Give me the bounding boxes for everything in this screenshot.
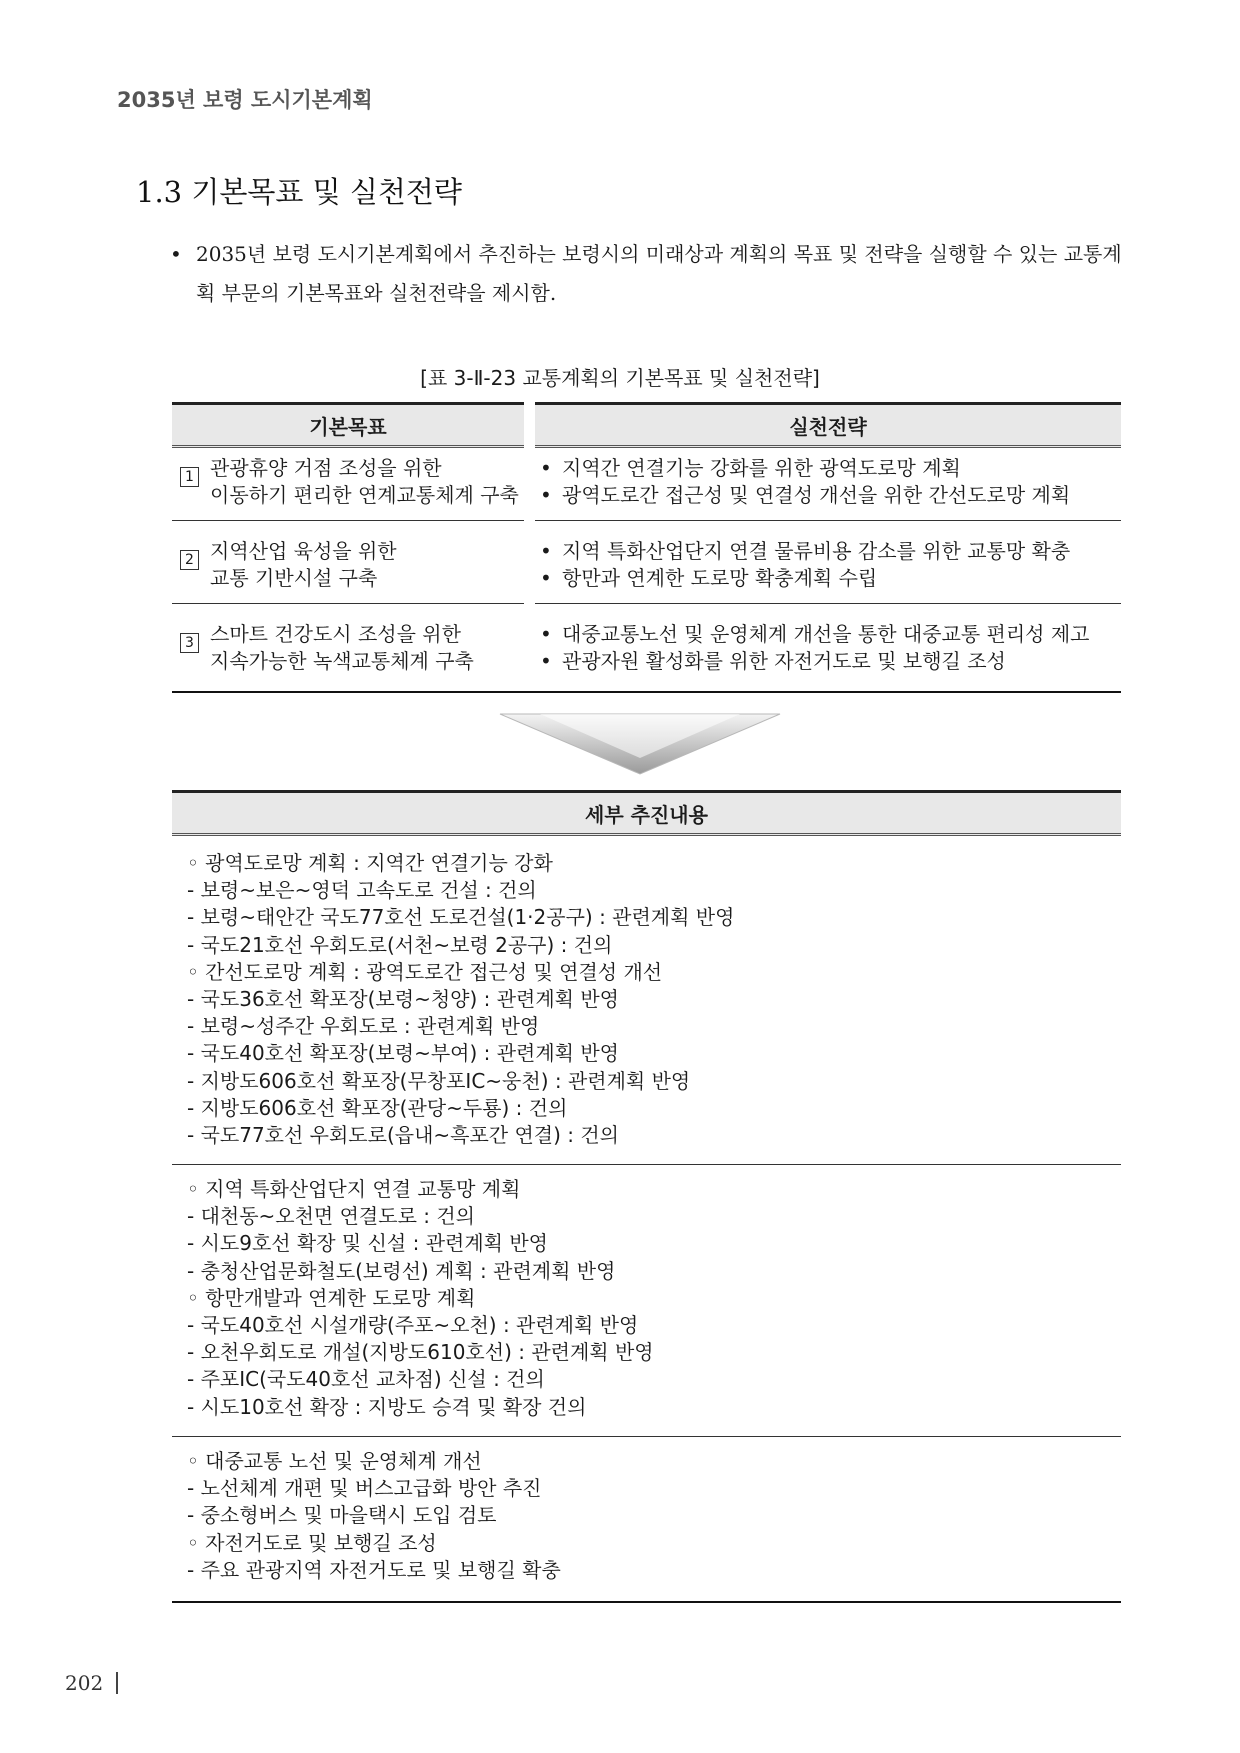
- detail-line: - 국도36호선 확포장(보령~청양) : 관련계획 반영: [187, 987, 619, 1012]
- strategy-item: • 대중교통노선 및 운영체계 개선을 통한 대중교통 편리성 제고: [540, 622, 1090, 646]
- bullet-icon: •: [540, 649, 552, 673]
- bullet-icon: •: [540, 566, 552, 590]
- goal-line: 지역산업 육성을 위한: [210, 539, 397, 563]
- bullet-icon: •: [540, 622, 552, 646]
- section-title: 1.3 기본목표 및 실천전략: [136, 175, 462, 209]
- column-header-goal: 기본목표: [172, 402, 524, 448]
- intro-text: 2035년 보령 도시기본계획에서 추진하는 보령시의 미래상과 계획의 목표 및 전략을 실행할 수 있는 교통계획 부문의 기본목표와 실천전략을 제시함.: [196, 242, 1122, 305]
- detail-line: ◦ 자전거도로 및 보행길 조성: [187, 1530, 437, 1555]
- detail-line: ◦ 지역 특화산업단지 연결 교통망 계획: [187, 1177, 521, 1201]
- bullet-icon: •: [170, 242, 182, 266]
- detail-line: - 중소형버스 및 마을택시 도입 검토: [187, 1503, 497, 1528]
- strategy-item: • 지역간 연결기능 강화를 위한 광역도로망 계획: [540, 456, 961, 480]
- goal-cell-3: [180, 621, 525, 675]
- strategy-cell-3: [540, 621, 1130, 675]
- table-caption: [표 3-Ⅱ-23 교통계획의 기본목표 및 실천전략]: [420, 366, 820, 390]
- detail-line: - 국도40호선 시설개량(주포~오천) : 관련계획 반영: [187, 1313, 639, 1338]
- bullet-icon: •: [540, 483, 552, 507]
- down-arrow-icon: [480, 706, 800, 786]
- goal-cell-2: [180, 538, 525, 592]
- goal-line: 관광휴양 거점 조성을 위한: [210, 456, 442, 480]
- bullet-icon: •: [540, 456, 552, 480]
- detail-line: - 보령~보은~영덕 고속도로 건설 : 건의: [187, 878, 537, 903]
- strategy-item: • 지역 특화산업단지 연결 물류비용 감소를 위한 교통망 확충: [540, 539, 1071, 563]
- detail-line: - 국도77호선 우회도로(읍내~흑포간 연결) : 건의: [187, 1123, 619, 1148]
- page-number-divider: [116, 1672, 118, 1694]
- detail-line: - 보령~태안간 국도77호선 도로건설(1·2공구) : 관련계획 반영: [187, 905, 735, 930]
- row-divider: [535, 520, 1121, 521]
- table-bottom-rule: [172, 691, 1121, 693]
- detail-line: ◦ 항만개발과 연계한 도로망 계획: [187, 1285, 476, 1310]
- strategy-item: • 항만과 연계한 도로망 확충계획 수립: [540, 566, 878, 590]
- detail-line: - 지방도606호선 확포장(무창포IC~웅천) : 관련계획 반영: [187, 1068, 691, 1093]
- detail-line: - 국도21호선 우회도로(서천~보령 2공구) : 건의: [187, 932, 613, 957]
- detail-group-1: [187, 850, 1117, 1149]
- goal-line: 스마트 건강도시 조성을 위한: [210, 622, 461, 646]
- column-header-strategy: 실천전략: [535, 402, 1121, 448]
- goal-line: 이동하기 편리한 연계교통체계 구축: [210, 483, 519, 507]
- table-bottom-rule: [172, 1601, 1121, 1603]
- strategy-item: • 관광자원 활성화를 위한 자전거도로 및 보행길 조성: [540, 649, 1006, 673]
- detail-line: ◦ 간선도로망 계획 : 광역도로간 접근성 및 연결성 개선: [187, 959, 663, 984]
- goal-cell-1: [180, 455, 525, 509]
- detail-line: ◦ 대중교통 노선 및 운영체계 개선: [187, 1449, 482, 1473]
- detail-line: - 대천동~오천면 연결도로 : 건의: [187, 1204, 475, 1229]
- goal-number-box: 2: [180, 550, 199, 570]
- detail-line: - 보령~성주간 우회도로 : 관련계획 반영: [187, 1014, 540, 1039]
- running-header-title: 2035년 보령 도시기본계획: [117, 88, 373, 112]
- detail-group-3: [187, 1448, 1117, 1584]
- detail-group-2: [187, 1176, 1117, 1421]
- detail-line: - 오천우회도로 개설(지방도610호선) : 관련계획 반영: [187, 1340, 654, 1365]
- intro-paragraph: [170, 235, 1125, 313]
- detail-line: - 지방도606호선 확포장(관당~두룡) : 건의: [187, 1095, 568, 1120]
- group-divider: [172, 1436, 1121, 1437]
- detail-header: 세부 추진내용: [172, 790, 1121, 836]
- detail-line: - 주요 관광지역 자전거도로 및 보행길 확충: [187, 1557, 561, 1582]
- page-number: 202: [65, 1671, 104, 1695]
- goal-line: 교통 기반시설 구축: [210, 566, 378, 590]
- strategy-cell-1: [540, 455, 1130, 509]
- strategy-cell-2: [540, 538, 1130, 592]
- bullet-icon: •: [540, 539, 552, 563]
- row-divider: [172, 520, 524, 521]
- strategy-item: • 광역도로간 접근성 및 연결성 개선을 위한 간선도로망 계획: [540, 483, 1071, 507]
- detail-line: - 주포IC(국도40호선 교차점) 신설 : 건의: [187, 1367, 545, 1392]
- detail-line: - 충청산업문화철도(보령선) 계획 : 관련계획 반영: [187, 1258, 616, 1283]
- detail-line: - 국도40호선 확포장(보령~부여) : 관련계획 반영: [187, 1041, 619, 1066]
- detail-line: ◦ 광역도로망 계획 : 지역간 연결기능 강화: [187, 851, 553, 875]
- detail-line: - 시도9호선 확장 및 신설 : 관련계획 반영: [187, 1231, 548, 1256]
- goal-number-box: 3: [180, 633, 199, 653]
- detail-line: - 노선체계 개편 및 버스고급화 방안 추진: [187, 1476, 542, 1501]
- row-divider: [535, 603, 1121, 604]
- row-divider: [172, 603, 524, 604]
- group-divider: [172, 1164, 1121, 1165]
- detail-line: - 시도10호선 확장 : 지방도 승격 및 확장 건의: [187, 1394, 587, 1419]
- goal-number-box: 1: [180, 467, 199, 487]
- goal-line: 지속가능한 녹색교통체계 구축: [210, 649, 474, 673]
